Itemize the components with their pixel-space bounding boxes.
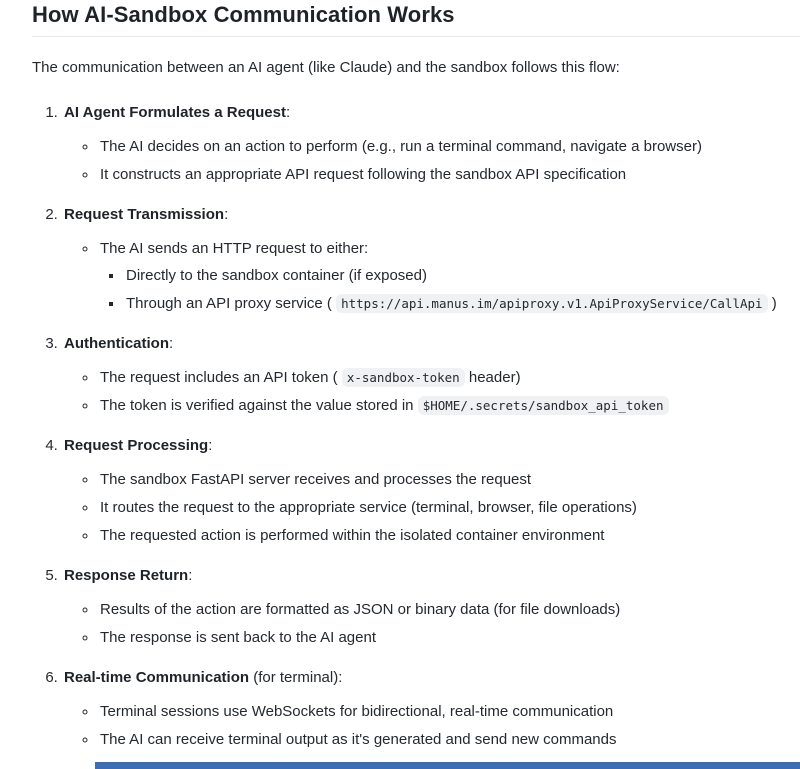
- sub-bullet-item: [98, 497, 800, 518]
- step-bullet-list: [64, 599, 800, 648]
- nested-bullet-item: [124, 265, 800, 286]
- step-title-suffix: :: [188, 567, 193, 584]
- sub-bullet-item: [98, 395, 800, 416]
- flow-step-item: [62, 565, 800, 648]
- step-title: AI Agent Formulates a Request: [64, 104, 286, 121]
- bullet-text: Terminal sessions use WebSockets for bidirectional, real-time communication: [100, 703, 614, 720]
- bullet-text: Directly to the sandbox container (if exposed): [126, 267, 427, 284]
- sub-bullet-item: [98, 469, 800, 490]
- step-title: Request Processing: [64, 437, 209, 454]
- bullet-text: Through an API proxy service (: [126, 295, 337, 312]
- bullet-text: The requested action is performed within the isolated container environment: [100, 527, 605, 544]
- nested-bullet-item: [124, 293, 800, 314]
- step-bullet-list: [64, 238, 800, 314]
- step-bullet-list: [64, 367, 800, 416]
- nested-bullet-list: [100, 265, 800, 314]
- page-title: How AI-Sandbox Communication Works: [32, 2, 800, 37]
- sub-bullet-item: [98, 599, 800, 620]
- sub-bullet-item: [98, 164, 800, 185]
- bullet-text: The AI decides on an action to perform (e.g., run a terminal command, navigate a browser): [100, 138, 702, 155]
- bullet-text: The sandbox FastAPI server receives and processes the request: [100, 471, 532, 488]
- bullet-text: Results of the action are formatted as JSON or binary data (for file downloads): [100, 601, 621, 618]
- partially-visible-bottom-element: [95, 762, 800, 769]
- inline-code: x-sandbox-token: [342, 368, 465, 387]
- flow-step-item: [62, 667, 800, 750]
- bullet-text: The AI can receive terminal output as it's generated and send new commands: [100, 731, 617, 748]
- sub-bullet-item: [98, 136, 800, 157]
- step-title: Request Transmission: [64, 206, 225, 223]
- sub-bullet-item: [98, 238, 800, 314]
- step-title-suffix: :: [208, 437, 213, 454]
- flow-step-item: [62, 333, 800, 416]
- bullet-text: header): [464, 369, 521, 386]
- flow-step-item: [62, 204, 800, 314]
- bullet-text: The AI sends an HTTP request to either:: [100, 240, 369, 257]
- step-title-suffix: :: [285, 104, 291, 121]
- step-title: Response Return: [64, 567, 189, 584]
- step-title-suffix: :: [224, 206, 229, 223]
- bullet-text: The request includes an API token (: [100, 369, 342, 386]
- bullet-text: ): [767, 295, 777, 312]
- intro-paragraph: The communication between an AI agent (like Claude) and the sandbox follows this flow:: [32, 59, 620, 76]
- communication-flow-list: [32, 102, 800, 750]
- flow-step-item: [62, 435, 800, 546]
- inline-code: https://api.manus.im/apiproxy.v1.ApiProxyService/CallApi: [336, 294, 767, 313]
- step-title: Authentication: [64, 335, 169, 352]
- flow-step-item: [62, 102, 800, 185]
- bullet-text: It constructs an appropriate API request following the sandbox API specification: [100, 166, 627, 183]
- bullet-text: The response is sent back to the AI agent: [100, 629, 377, 646]
- step-bullet-list: [64, 701, 800, 750]
- sub-bullet-item: [98, 367, 800, 388]
- sub-bullet-item: [98, 627, 800, 648]
- step-title-suffix: :: [169, 335, 174, 352]
- step-bullet-list: [64, 469, 800, 546]
- sub-bullet-item: [98, 525, 800, 546]
- bullet-text: It routes the request to the appropriate service (terminal, browser, file operations): [100, 499, 637, 516]
- step-bullet-list: [64, 136, 800, 185]
- step-title: Real-time Communication: [64, 669, 250, 686]
- sub-bullet-item: [98, 701, 800, 722]
- bullet-text: The token is verified against the value stored in: [100, 397, 418, 414]
- step-title-suffix: (for terminal):: [249, 669, 343, 686]
- inline-code: $HOME/.secrets/sandbox_api_token: [418, 396, 669, 415]
- sub-bullet-item: [98, 729, 800, 750]
